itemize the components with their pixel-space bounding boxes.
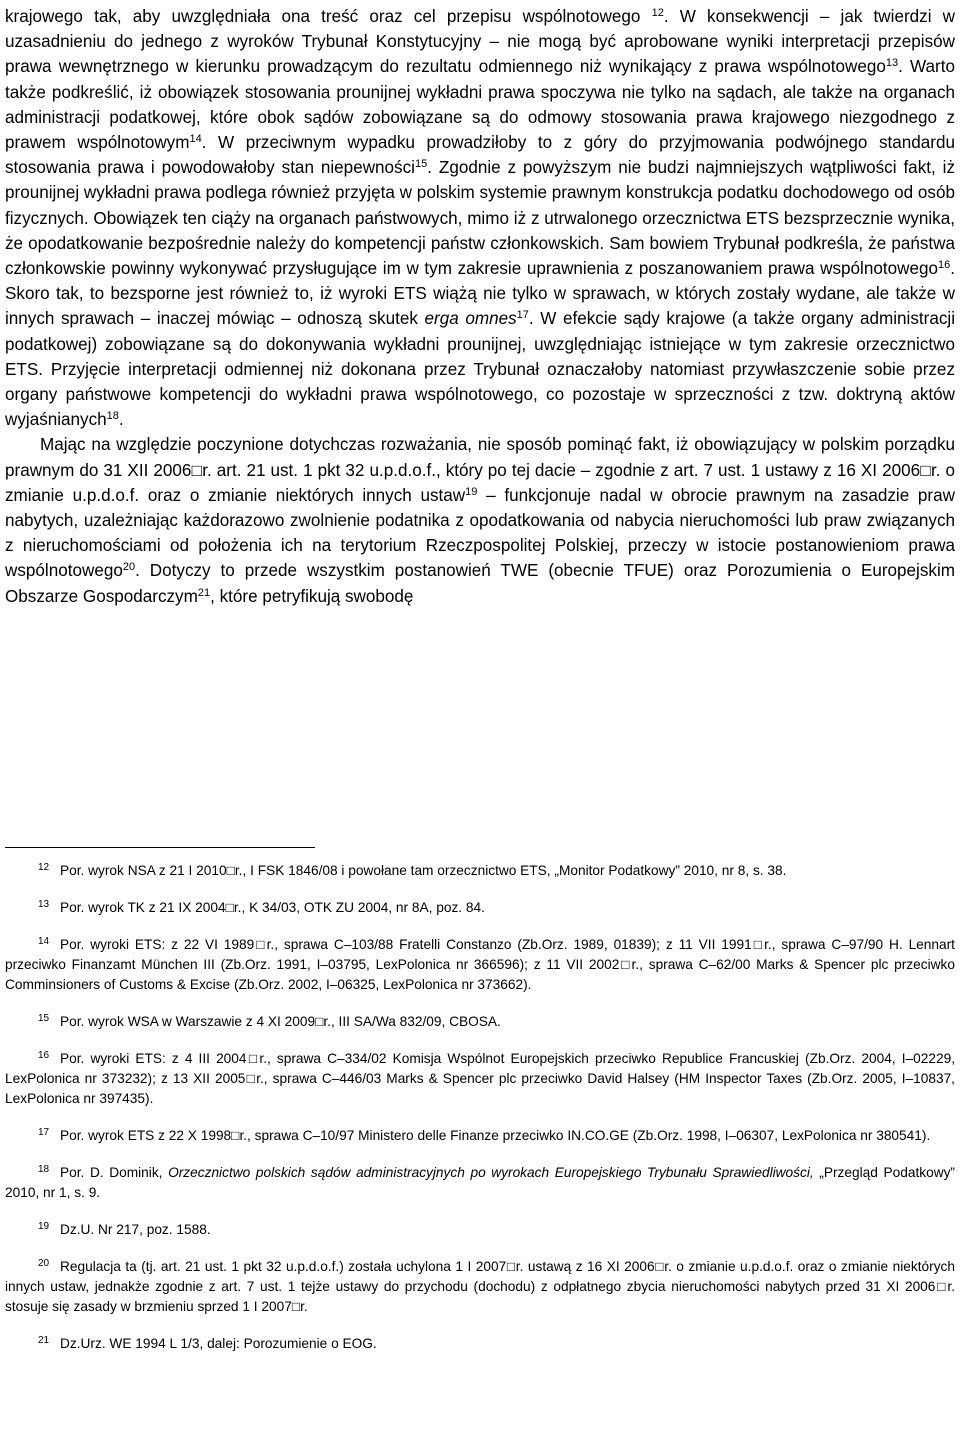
- footnote-reference: 21: [197, 586, 211, 599]
- text-run: Por. D. Dominik,: [60, 1165, 169, 1180]
- text-run: Por. wyrok NSA z 21 I 2010□r., I FSK 1846/08 i powołane tam orzecznictwo ETS, „Monitor Podatkowy” 2010, nr 8, s. 38.: [60, 863, 787, 878]
- italic-text: Orzecznictwo polskich sądów administracyjnych po wyrokach Europejskiego Trybunału Sprawiedliwości,: [168, 1165, 814, 1180]
- footnote-reference: 18: [106, 410, 119, 423]
- footnote-reference: 19: [465, 485, 478, 498]
- text-run: . Warto także podkreślić, iż obowiązek stosowania prounijnej wykładni prawa spoczywa nie tylko na sądach, ale także na organach administracji podatkowej, które obok sądów zobowiązane są do odmowy stosowania prawa krajowego niezgodnego z prawem wspólnotowym: [5, 57, 955, 153]
- text-run: . Dotyczy to przede wszystkim postanowień TWE (obecnie TFUE) oraz Porozumienia o Europejskim Obszarze Gospodarczym: [5, 561, 955, 606]
- text-run: . W efekcie sądy krajowe (a także organy administracji podatkowej) zobowiązane są do dokonywania wykładni prounijnej, uwzględniając istniejące w tym zakresie orzecznictwo ETS. Przyjęcie interpretacji odmiennej niż dokonana przez Trybunał oznaczałoby natomiast przywłaszczenie sobie przez organy państwowe kompetencji do wykładni prawa wspólnotowego, co pozostaje w sprzeczności z tzw. doktryną aktów wyjaśnianych: [5, 309, 955, 430]
- footnotes: [5, 861, 955, 1371]
- footnote-reference: 16: [938, 259, 951, 272]
- text-run: . W przeciwnym wypadku prowadziłoby to z góry do przyjmowania podwójnego standardu stosowania prawa i powodowałoby stan niepewności: [5, 133, 955, 178]
- text-run: Por. wyrok WSA w Warszawie z 4 XI 2009□r., III SA/Wa 832/09, CBOSA.: [60, 1014, 501, 1029]
- footnote: 15 Por. wyrok WSA w Warszawie z 4 XI 2009□r., III SA/Wa 832/09, CBOSA.: [38, 1013, 501, 1029]
- footnote: 14 Por. wyroki ETS: z 22 VI 1989□r., sprawa C–103/88 Fratelli Constanzo (Zb.Orz. 1989, 01839); z 11 VII 1991□r., sprawa C–97/90 H. Lennart przeciwko Finanzamt München III (Zb.Orz. 1991, I–03795, LexPolonica nr 366596); z 11 VII 2002□r., sprawa C–62/00 Marks & Spencer plc przeciwko Comminsioners of Customs & Excise (Zb.Orz. 2002, I–06325, LexPolonica nr 373662).: [5, 936, 955, 992]
- text-run: Regulacja ta (tj. art. 21 ust. 1 pkt 32 u.p.d.o.f.) została uchylona 1 I 2007□r. ustawą z 16 XI 2006□r. o zmianie u.p.d.o.f. oraz o zmianie niektórych innych ustaw, jednakże zgodnie z art. 7 ust. 1 tejże ustawy do przychodu (dochodu) z odpłatnego zbycia nieruchomości nabytych przed 31 XI 2006□r. stosuje się zasady w brzmieniu sprzed 1 I 2007□r.: [5, 1259, 955, 1314]
- paragraph: [5, 432, 955, 608]
- text-run: . Skoro tak, to bezsporne jest również to, iż wyroki ETS wiążą nie tylko w sprawach, w których zostały wydane, ale także w innych sprawach – inaczej mówiąc – odnoszą skutek: [5, 259, 955, 329]
- footnote: 17 Por. wyrok ETS z 22 X 1998□r., sprawa C–10/97 Ministero delle Finanze przeciwko IN.CO.GE (Zb.Orz. 1998, I–06307, LexPolonica nr 380541).: [38, 1127, 931, 1143]
- text-run: – funkcjonuje nadal w obrocie prawnym na zasadzie praw nabytych, uzależniając każdorazowo zwolnienie podatnika z opodatkowania od nabycia nieruchomości lub praw związanych z nieruchomościami od położenia ich na terytorium Rzeczpospolitej Polskiej, przeczy w istocie postanowieniom prawa wspólnotowego: [5, 485, 955, 581]
- text-run: . Zgodnie z powyższym nie budzi najmniejszych wątpliwości fakt, iż prounijnej wykładni prawa podlega również przyjęta w polskim systemie prawnym konstrukcja podatku dochodowego od osób fizycznych. Obowiązek ten ciąży na organach państwowych, mimo iż z utrwalonego orzecznictwa ETS bezsprzecznie wynika, że opodatkowanie bezpośrednie należy do kompetencji państw członkowskich. Sam bowiem Trybunał podkreśla, że państwa członkowskie powinny wykonywać przysługujące im w tym zakresie uprawnienia z poszanowaniem prawa wspólnotowego: [5, 158, 956, 279]
- text-run: Por. wyrok ETS z 22 X 1998□r., sprawa C–10/97 Ministero delle Finanze przeciwko IN.CO.GE (Zb.Orz. 1998, I–06307, LexPolonica nr 380541).: [60, 1128, 931, 1143]
- text-run: Por. wyroki ETS: z 4 III 2004□r., sprawa C–334/02 Komisja Wspólnot Europejskich przeciwko Republice Francuskiej (Zb.Orz. 2004, I–02229, LexPolonica nr 373232); z 13 XII 2005□r., sprawa C–446/03 Marks & Spencer plc przeciwko David Halsey (HM Inspector Taxes (Zb.Orz. 2005, I–10837, LexPolonica nr 397435).: [5, 1051, 955, 1106]
- italic-text: erga omnes: [424, 309, 517, 329]
- document-page: [5, 0, 956, 1351]
- footnote-reference: 15: [414, 158, 428, 171]
- main-text: [5, 0, 955, 609]
- text-run: „Przegląd Podatkowy” 2010, nr 1, s. 9.: [5, 1165, 955, 1200]
- text-run: Por. wyrok TK z 21 IX 2004□r., K 34/03, OTK ZU 2004, nr 8A, poz. 84.: [60, 900, 485, 915]
- footnote-reference: 20: [122, 561, 136, 574]
- footnote: 21 Dz.Urz. WE 1994 L 1/3, dalej: Porozumienie o EOG.: [38, 1335, 377, 1351]
- footnote: 19 Dz.U. Nr 217, poz. 1588.: [38, 1221, 211, 1237]
- text-run: , które petryfikują swobodę: [210, 586, 414, 606]
- text-run: .: [118, 410, 124, 430]
- text-run: Dz.U. Nr 217, poz. 1588.: [60, 1222, 211, 1237]
- text-run: Mając na względzie poczynione dotychczas rozważania, nie sposób pominąć fakt, iż obowiązujący w polskim porządku prawnym do 31 XII 2006□r. art. 21 ust. 1 pkt 32 u.p.d.o.f., który po tej dacie – zgodnie z art. 7 ust. 1 ustawy z 16 XI 2006□r. o zmianie u.p.d.o.f. oraz o zmianie niektórych innych ustaw: [5, 435, 955, 505]
- footnote: 18 Por. D. Dominik, Orzecznictwo polskich sądów administracyjnych po wyrokach Europejskiego Trybunału Sprawiedliwości, „Przegląd Podatkowy” 2010, nr 1, s. 9.: [5, 1164, 955, 1200]
- footnote: 20 Regulacja ta (tj. art. 21 ust. 1 pkt 32 u.p.d.o.f.) została uchylona 1 I 2007□r. ustawą z 16 XI 2006□r. o zmianie u.p.d.o.f. oraz o zmianie niektórych innych ustaw, jednakże zgodnie z art. 7 ust. 1 tejże ustawy do przychodu (dochodu) z odpłatnego zbycia nieruchomości nabytych przed 31 XI 2006□r. stosuje się zasady w brzmieniu sprzed 1 I 2007□r.: [5, 1258, 955, 1314]
- text-run: Por. wyroki ETS: z 22 VI 1989□r., sprawa C–103/88 Fratelli Constanzo (Zb.Orz. 1989, 01839); z 11 VII 1991□r., sprawa C–97/90 H. Lennart przeciwko Finanzamt München III (Zb.Orz. 1991, I–03795, LexPolonica nr 366596); z 11 VII 2002□r., sprawa C–62/00 Marks & Spencer plc przeciwko Comminsioners of Customs & Excise (Zb.Orz. 2002, I–06325, LexPolonica nr 373662).: [5, 937, 955, 992]
- footnote-reference: 14: [189, 133, 202, 146]
- text-run: Dz.Urz. WE 1994 L 1/3, dalej: Porozumienie o EOG.: [60, 1336, 377, 1351]
- paragraph: [5, 4, 955, 432]
- text-run: . W konsekwencji – jak twierdzi w uzasadnieniu do jednego z wyroków Trybunał Konstytucyjny – nie mogą być aprobowane wyniki interpretacji przepisów prawa wewnętrznego w kierunku prowadzącym do rezultatu odmiennego niż wynikający z prawa wspólnotowego: [5, 7, 956, 77]
- footnote-reference: 17: [516, 309, 529, 322]
- footnote-separator: [5, 847, 315, 848]
- footnote: 12 Por. wyrok NSA z 21 I 2010□r., I FSK 1846/08 i powołane tam orzecznictwo ETS, „Monitor Podatkowy” 2010, nr 8, s. 38.: [38, 862, 787, 878]
- footnote: 13 Por. wyrok TK z 21 IX 2004□r., K 34/03, OTK ZU 2004, nr 8A, poz. 84.: [38, 899, 485, 915]
- text-run: krajowego tak, aby uwzględniała ona treść oraz cel przepisu wspólnotowego: [5, 7, 652, 26]
- footnote: 16 Por. wyroki ETS: z 4 III 2004□r., sprawa C–334/02 Komisja Wspólnot Europejskich przeciwko Republice Francuskiej (Zb.Orz. 2004, I–02229, LexPolonica nr 373232); z 13 XII 2005□r., sprawa C–446/03 Marks & Spencer plc przeciwko David Halsey (HM Inspector Taxes (Zb.Orz. 2005, I–10837, LexPolonica nr 397435).: [5, 1050, 955, 1106]
- footnote-reference: 13: [885, 57, 899, 70]
- footnote-reference: 12: [651, 7, 664, 19]
